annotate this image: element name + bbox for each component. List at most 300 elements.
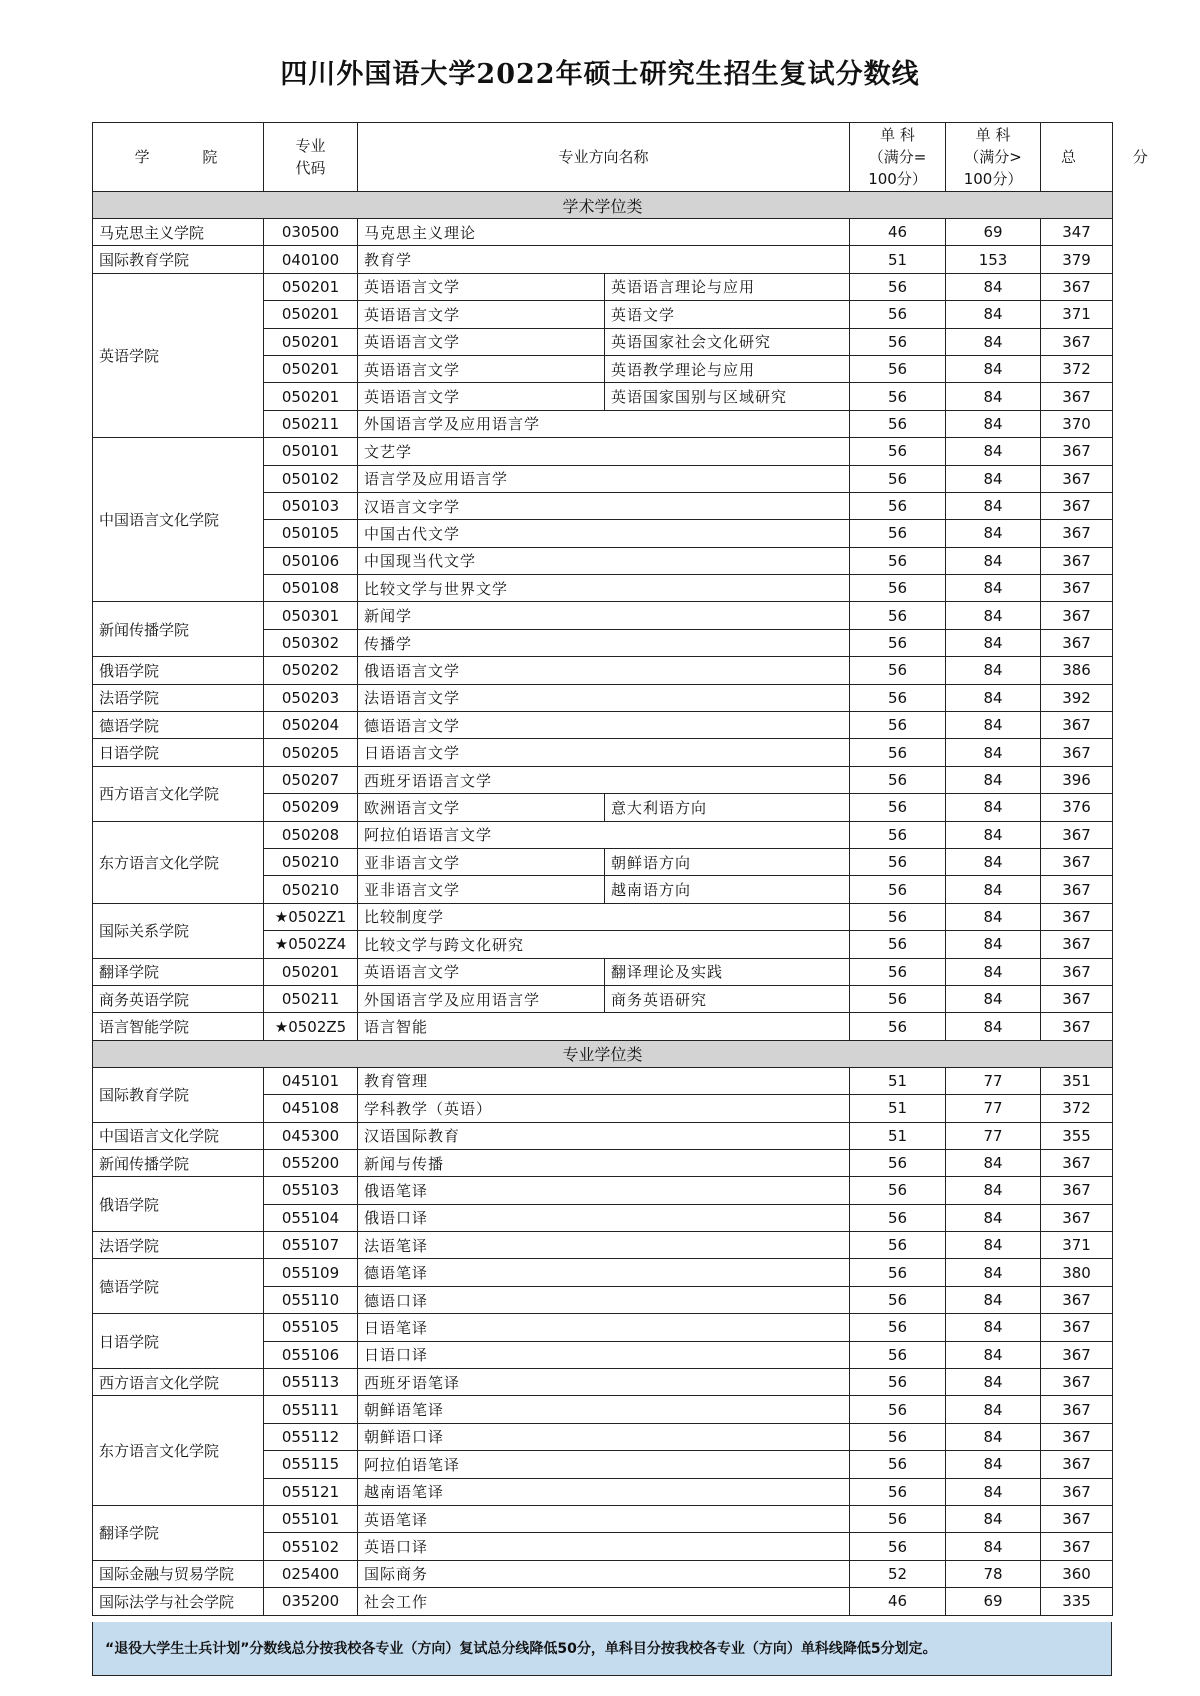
total-score-cell: 360	[1041, 1560, 1113, 1587]
table-row	[93, 739, 1113, 766]
header-code-line2: 代码	[295, 159, 326, 177]
college-cell: 国际金融与贸易学院	[93, 1560, 264, 1587]
total-score-cell: 367	[1041, 821, 1113, 848]
major-code-cell: 055102	[264, 1533, 358, 1560]
major-name-cell: 德语笔译	[358, 1259, 850, 1286]
header-single2-line3: 100分）	[963, 170, 1023, 188]
single-score-100-cell: 56	[850, 410, 946, 437]
total-score-cell: 367	[1041, 848, 1113, 875]
major-name-cell: 学科教学（英语）	[358, 1095, 850, 1122]
header-single2	[946, 123, 1041, 192]
major-name-cell: 日语笔译	[358, 1314, 850, 1341]
table-row	[93, 657, 1113, 684]
total-score-cell: 367	[1041, 1314, 1113, 1341]
major-name-cell: 西班牙语笔译	[358, 1369, 850, 1396]
total-score-cell: 367	[1041, 985, 1113, 1012]
single-score-100-cell: 56	[850, 575, 946, 602]
major-code-cell: 050103	[264, 492, 358, 519]
table-row	[93, 1013, 1113, 1040]
single-score-100-cell: 51	[850, 1122, 946, 1149]
single-score-over100-cell: 84	[946, 1259, 1041, 1286]
single-score-over100-cell: 153	[946, 246, 1041, 273]
single-score-100-cell: 56	[850, 1533, 946, 1560]
total-score-cell: 367	[1041, 438, 1113, 465]
single-score-100-cell: 56	[850, 1478, 946, 1505]
single-score-100-cell: 51	[850, 1095, 946, 1122]
major-name-cell: 马克思主义理论	[358, 219, 850, 246]
total-score-cell: 386	[1041, 657, 1113, 684]
single-score-over100-cell: 84	[946, 1286, 1041, 1313]
college-cell: 法语学院	[93, 684, 264, 711]
total-score-cell: 355	[1041, 1122, 1113, 1149]
major-name-cell: 英语语言文学	[358, 355, 605, 382]
major-name-cell: 英语笔译	[358, 1505, 850, 1532]
college-cell: 国际关系学院	[93, 903, 264, 958]
major-name-cell: 外国语言学及应用语言学	[358, 410, 850, 437]
direction-cell: 英语教学理论与应用	[605, 355, 850, 382]
total-score-cell: 367	[1041, 520, 1113, 547]
college-cell: 德语学院	[93, 712, 264, 739]
college-cell: 国际教育学院	[93, 246, 264, 273]
total-score-cell: 367	[1041, 712, 1113, 739]
major-code-cell: 025400	[264, 1560, 358, 1587]
major-code-cell: 050302	[264, 629, 358, 656]
header-single2-line2: （满分>	[964, 148, 1022, 166]
single-score-over100-cell: 84	[946, 821, 1041, 848]
single-score-100-cell: 56	[850, 1341, 946, 1368]
total-score-cell: 367	[1041, 1149, 1113, 1176]
single-score-over100-cell: 84	[946, 410, 1041, 437]
single-score-100-cell: 56	[850, 1396, 946, 1423]
total-score-cell: 367	[1041, 1533, 1113, 1560]
major-code-cell: ★0502Z5	[264, 1013, 358, 1040]
table-row	[93, 1396, 1113, 1423]
major-code-cell: 050201	[264, 301, 358, 328]
table-row	[93, 1588, 1113, 1615]
college-cell: 日语学院	[93, 739, 264, 766]
table-row	[93, 1149, 1113, 1176]
single-score-100-cell: 56	[850, 383, 946, 410]
major-name-cell: 国际商务	[358, 1560, 850, 1587]
total-score-cell: 367	[1041, 1341, 1113, 1368]
table-row	[93, 1232, 1113, 1259]
major-code-cell: 050108	[264, 575, 358, 602]
single-score-100-cell: 56	[850, 739, 946, 766]
total-score-cell: 367	[1041, 1369, 1113, 1396]
major-code-cell: 050204	[264, 712, 358, 739]
major-code-cell: 045101	[264, 1067, 358, 1094]
college-cell: 语言智能学院	[93, 1013, 264, 1040]
major-name-cell: 比较文学与跨文化研究	[358, 931, 850, 958]
major-name-cell: 日语语言文学	[358, 739, 850, 766]
single-score-100-cell: 56	[850, 1369, 946, 1396]
single-score-over100-cell: 84	[946, 1314, 1041, 1341]
major-name-cell: 俄语语言文学	[358, 657, 850, 684]
major-name-cell: 俄语口译	[358, 1204, 850, 1231]
single-score-100-cell: 56	[850, 301, 946, 328]
single-score-100-cell: 56	[850, 438, 946, 465]
total-score-cell: 371	[1041, 301, 1113, 328]
single-score-100-cell: 56	[850, 903, 946, 930]
major-code-cell: 035200	[264, 1588, 358, 1615]
header-name: 专业方向名称	[358, 123, 850, 192]
single-score-over100-cell: 77	[946, 1067, 1041, 1094]
single-score-100-cell: 46	[850, 1588, 946, 1615]
major-name-cell: 文艺学	[358, 438, 850, 465]
direction-cell: 意大利语方向	[605, 794, 850, 821]
major-name-cell: 德语语言文学	[358, 712, 850, 739]
table-row	[93, 1314, 1113, 1341]
total-score-cell: 376	[1041, 794, 1113, 821]
single-score-100-cell: 56	[850, 958, 946, 985]
major-code-cell: 055110	[264, 1286, 358, 1313]
footnote: “退役大学生士兵计划”分数线总分按我校各专业（方向）复试总分线降低50分，单科目分按我校各专业（方向）单科线降低5分划定。	[92, 1622, 1112, 1676]
direction-cell: 英语国家社会文化研究	[605, 328, 850, 355]
single-score-over100-cell: 84	[946, 328, 1041, 355]
major-code-cell: 050209	[264, 794, 358, 821]
major-name-cell: 法语语言文学	[358, 684, 850, 711]
single-score-100-cell: 56	[850, 657, 946, 684]
college-cell: 东方语言文化学院	[93, 821, 264, 903]
total-score-cell: 380	[1041, 1259, 1113, 1286]
table-row	[93, 712, 1113, 739]
major-name-cell: 欧洲语言文学	[358, 794, 605, 821]
single-score-over100-cell: 84	[946, 492, 1041, 519]
major-code-cell: 055200	[264, 1149, 358, 1176]
table-body	[93, 192, 1113, 1616]
major-code-cell: 055112	[264, 1423, 358, 1450]
single-score-100-cell: 56	[850, 1314, 946, 1341]
single-score-over100-cell: 84	[946, 1204, 1041, 1231]
single-score-over100-cell: 84	[946, 794, 1041, 821]
header-total: 总 分	[1041, 123, 1113, 192]
single-score-over100-cell: 84	[946, 1232, 1041, 1259]
total-score-cell: 367	[1041, 1423, 1113, 1450]
single-score-over100-cell: 84	[946, 575, 1041, 602]
table-row	[93, 958, 1113, 985]
page-title: 四川外国语大学2022年硕士研究生招生复试分数线	[280, 59, 920, 90]
table-row	[93, 985, 1113, 1012]
total-score-cell: 367	[1041, 1478, 1113, 1505]
major-name-cell: 英语语言文学	[358, 273, 605, 300]
major-name-cell: 阿拉伯语笔译	[358, 1451, 850, 1478]
single-score-100-cell: 56	[850, 1505, 946, 1532]
college-cell: 马克思主义学院	[93, 219, 264, 246]
major-name-cell: 德语口译	[358, 1286, 850, 1313]
major-code-cell: 050201	[264, 958, 358, 985]
major-name-cell: 新闻学	[358, 602, 850, 629]
section-row	[93, 192, 1113, 219]
major-name-cell: 英语语言文学	[358, 383, 605, 410]
college-cell: 翻译学院	[93, 1505, 264, 1560]
single-score-100-cell: 51	[850, 1067, 946, 1094]
direction-cell: 商务英语研究	[605, 985, 850, 1012]
single-score-100-cell: 56	[850, 848, 946, 875]
table-row	[93, 684, 1113, 711]
single-score-over100-cell: 84	[946, 355, 1041, 382]
total-score-cell: 367	[1041, 1396, 1113, 1423]
direction-cell: 朝鲜语方向	[605, 848, 850, 875]
single-score-over100-cell: 84	[946, 1369, 1041, 1396]
single-score-100-cell: 56	[850, 794, 946, 821]
major-name-cell: 教育管理	[358, 1067, 850, 1094]
single-score-100-cell: 56	[850, 1286, 946, 1313]
single-score-100-cell: 56	[850, 328, 946, 355]
major-code-cell: 055107	[264, 1232, 358, 1259]
college-cell: 翻译学院	[93, 958, 264, 985]
college-cell: 日语学院	[93, 1314, 264, 1369]
single-score-100-cell: 56	[850, 465, 946, 492]
major-name-cell: 亚非语言文学	[358, 848, 605, 875]
major-code-cell: 050207	[264, 766, 358, 793]
direction-cell: 翻译理论及实践	[605, 958, 850, 985]
single-score-100-cell: 56	[850, 1259, 946, 1286]
single-score-100-cell: 52	[850, 1560, 946, 1587]
college-cell: 东方语言文化学院	[93, 1396, 264, 1506]
total-score-cell: 379	[1041, 246, 1113, 273]
major-name-cell: 英语口译	[358, 1533, 850, 1560]
single-score-100-cell: 56	[850, 766, 946, 793]
single-score-100-cell: 56	[850, 985, 946, 1012]
major-code-cell: 055121	[264, 1478, 358, 1505]
table-header-row	[93, 123, 1113, 192]
header-single2-line1: 单 科	[975, 126, 1011, 144]
total-score-cell: 367	[1041, 1177, 1113, 1204]
major-code-cell: 055113	[264, 1369, 358, 1396]
single-score-over100-cell: 84	[946, 876, 1041, 903]
single-score-100-cell: 56	[850, 629, 946, 656]
major-code-cell: 050210	[264, 876, 358, 903]
major-code-cell: 050105	[264, 520, 358, 547]
major-code-cell: 050211	[264, 985, 358, 1012]
total-score-cell: 392	[1041, 684, 1113, 711]
college-cell: 中国语言文化学院	[93, 438, 264, 602]
single-score-100-cell: 56	[850, 1149, 946, 1176]
college-cell: 俄语学院	[93, 657, 264, 684]
major-name-cell: 中国现当代文学	[358, 547, 850, 574]
major-code-cell: 055104	[264, 1204, 358, 1231]
major-code-cell: 050201	[264, 355, 358, 382]
major-code-cell: 050101	[264, 438, 358, 465]
single-score-100-cell: 56	[850, 1232, 946, 1259]
major-code-cell: 040100	[264, 246, 358, 273]
total-score-cell: 351	[1041, 1067, 1113, 1094]
single-score-100-cell: 56	[850, 1451, 946, 1478]
major-code-cell: 055105	[264, 1314, 358, 1341]
single-score-100-cell: 56	[850, 876, 946, 903]
college-cell: 国际教育学院	[93, 1067, 264, 1122]
major-code-cell: 050210	[264, 848, 358, 875]
header-college: 学 院	[93, 123, 264, 192]
total-score-cell: 335	[1041, 1588, 1113, 1615]
college-cell: 西方语言文化学院	[93, 1369, 264, 1396]
single-score-over100-cell: 84	[946, 848, 1041, 875]
major-code-cell: 050201	[264, 273, 358, 300]
single-score-100-cell: 56	[850, 355, 946, 382]
total-score-cell: 367	[1041, 383, 1113, 410]
single-score-over100-cell: 84	[946, 958, 1041, 985]
major-name-cell: 俄语笔译	[358, 1177, 850, 1204]
single-score-over100-cell: 84	[946, 1451, 1041, 1478]
single-score-over100-cell: 84	[946, 602, 1041, 629]
header-single1-line3: 100分）	[868, 170, 927, 188]
total-score-cell: 372	[1041, 1095, 1113, 1122]
single-score-100-cell: 56	[850, 520, 946, 547]
major-code-cell: 055111	[264, 1396, 358, 1423]
direction-cell: 英语语言理论与应用	[605, 273, 850, 300]
college-cell: 新闻传播学院	[93, 602, 264, 657]
major-name-cell: 汉语国际教育	[358, 1122, 850, 1149]
college-cell: 德语学院	[93, 1259, 264, 1314]
single-score-over100-cell: 84	[946, 739, 1041, 766]
major-code-cell: 045108	[264, 1095, 358, 1122]
total-score-cell: 367	[1041, 1013, 1113, 1040]
table-row	[93, 903, 1113, 930]
major-name-cell: 法语笔译	[358, 1232, 850, 1259]
single-score-over100-cell: 84	[946, 1533, 1041, 1560]
table-row	[93, 602, 1113, 629]
college-cell: 商务英语学院	[93, 985, 264, 1012]
major-code-cell: 055109	[264, 1259, 358, 1286]
single-score-over100-cell: 84	[946, 1149, 1041, 1176]
single-score-over100-cell: 77	[946, 1122, 1041, 1149]
total-score-cell: 367	[1041, 931, 1113, 958]
total-score-cell: 367	[1041, 492, 1113, 519]
major-code-cell: 050301	[264, 602, 358, 629]
single-score-over100-cell: 84	[946, 465, 1041, 492]
single-score-over100-cell: 84	[946, 657, 1041, 684]
total-score-cell: 372	[1041, 355, 1113, 382]
major-name-cell: 汉语言文字学	[358, 492, 850, 519]
major-name-cell: 新闻与传播	[358, 1149, 850, 1176]
major-name-cell: 朝鲜语笔译	[358, 1396, 850, 1423]
major-name-cell: 语言学及应用语言学	[358, 465, 850, 492]
major-code-cell: 050211	[264, 410, 358, 437]
table-row	[93, 1122, 1113, 1149]
single-score-over100-cell: 84	[946, 1013, 1041, 1040]
college-cell: 新闻传播学院	[93, 1149, 264, 1176]
major-code-cell: 050208	[264, 821, 358, 848]
single-score-100-cell: 56	[850, 547, 946, 574]
major-name-cell: 比较文学与世界文学	[358, 575, 850, 602]
single-score-over100-cell: 84	[946, 520, 1041, 547]
major-name-cell: 英语语言文学	[358, 328, 605, 355]
table-row	[93, 438, 1113, 465]
college-cell: 国际法学与社会学院	[93, 1588, 264, 1615]
major-name-cell: 越南语笔译	[358, 1478, 850, 1505]
single-score-100-cell: 56	[850, 1423, 946, 1450]
table-row	[93, 1177, 1113, 1204]
college-cell: 中国语言文化学院	[93, 1122, 264, 1149]
table-row	[93, 766, 1113, 793]
score-table	[92, 122, 1174, 1616]
single-score-over100-cell: 84	[946, 684, 1041, 711]
single-score-100-cell: 56	[850, 602, 946, 629]
major-code-cell: 050102	[264, 465, 358, 492]
single-score-over100-cell: 84	[946, 903, 1041, 930]
major-name-cell: 教育学	[358, 246, 850, 273]
single-score-100-cell: 56	[850, 1177, 946, 1204]
single-score-over100-cell: 84	[946, 1478, 1041, 1505]
major-code-cell: 050205	[264, 739, 358, 766]
single-score-over100-cell: 84	[946, 1505, 1041, 1532]
major-code-cell: 055115	[264, 1451, 358, 1478]
major-code-cell: 050106	[264, 547, 358, 574]
major-code-cell: 055101	[264, 1505, 358, 1532]
major-name-cell: 比较制度学	[358, 903, 850, 930]
single-score-100-cell: 46	[850, 219, 946, 246]
major-code-cell: 030500	[264, 219, 358, 246]
section-label: 专业学位类	[93, 1040, 1113, 1067]
major-code-cell: 050203	[264, 684, 358, 711]
direction-cell: 英语国家国别与区域研究	[605, 383, 850, 410]
single-score-100-cell: 56	[850, 712, 946, 739]
table-row	[93, 219, 1113, 246]
table-row	[93, 1259, 1113, 1286]
single-score-over100-cell: 84	[946, 766, 1041, 793]
table-row	[93, 1560, 1113, 1587]
major-name-cell: 西班牙语语言文学	[358, 766, 850, 793]
section-label: 学术学位类	[93, 192, 1113, 219]
single-score-over100-cell: 84	[946, 931, 1041, 958]
single-score-over100-cell: 84	[946, 547, 1041, 574]
major-name-cell: 日语口译	[358, 1341, 850, 1368]
header-single1-line1: 单 科	[880, 126, 915, 144]
single-score-100-cell: 56	[850, 684, 946, 711]
total-score-cell: 367	[1041, 1286, 1113, 1313]
single-score-over100-cell: 69	[946, 1588, 1041, 1615]
total-score-cell: 367	[1041, 273, 1113, 300]
single-score-over100-cell: 84	[946, 273, 1041, 300]
total-score-cell: 367	[1041, 629, 1113, 656]
table-row	[93, 273, 1113, 300]
direction-cell: 越南语方向	[605, 876, 850, 903]
major-code-cell: ★0502Z1	[264, 903, 358, 930]
college-cell: 法语学院	[93, 1232, 264, 1259]
college-cell: 西方语言文化学院	[93, 766, 264, 821]
major-name-cell: 语言智能	[358, 1013, 850, 1040]
single-score-over100-cell: 84	[946, 383, 1041, 410]
total-score-cell: 371	[1041, 1232, 1113, 1259]
college-cell: 俄语学院	[93, 1177, 264, 1232]
header-code-line1: 专业	[295, 137, 326, 155]
total-score-cell: 367	[1041, 328, 1113, 355]
major-code-cell: ★0502Z4	[264, 931, 358, 958]
total-score-cell: 367	[1041, 903, 1113, 930]
header-single1	[850, 123, 946, 192]
single-score-over100-cell: 78	[946, 1560, 1041, 1587]
single-score-over100-cell: 84	[946, 1396, 1041, 1423]
major-name-cell: 社会工作	[358, 1588, 850, 1615]
table-row	[93, 1067, 1113, 1094]
major-code-cell: 045300	[264, 1122, 358, 1149]
major-code-cell: 055103	[264, 1177, 358, 1204]
total-score-cell: 367	[1041, 547, 1113, 574]
header-code	[264, 123, 358, 192]
single-score-100-cell: 56	[850, 1013, 946, 1040]
single-score-over100-cell: 84	[946, 712, 1041, 739]
college-cell: 英语学院	[93, 273, 264, 437]
major-name-cell: 外国语言学及应用语言学	[358, 985, 605, 1012]
table-row	[93, 1505, 1113, 1532]
major-name-cell: 英语语言文学	[358, 301, 605, 328]
total-score-cell: 367	[1041, 1451, 1113, 1478]
total-score-cell: 367	[1041, 602, 1113, 629]
total-score-cell: 367	[1041, 739, 1113, 766]
single-score-over100-cell: 84	[946, 438, 1041, 465]
major-name-cell: 朝鲜语口译	[358, 1423, 850, 1450]
major-code-cell: 050201	[264, 328, 358, 355]
